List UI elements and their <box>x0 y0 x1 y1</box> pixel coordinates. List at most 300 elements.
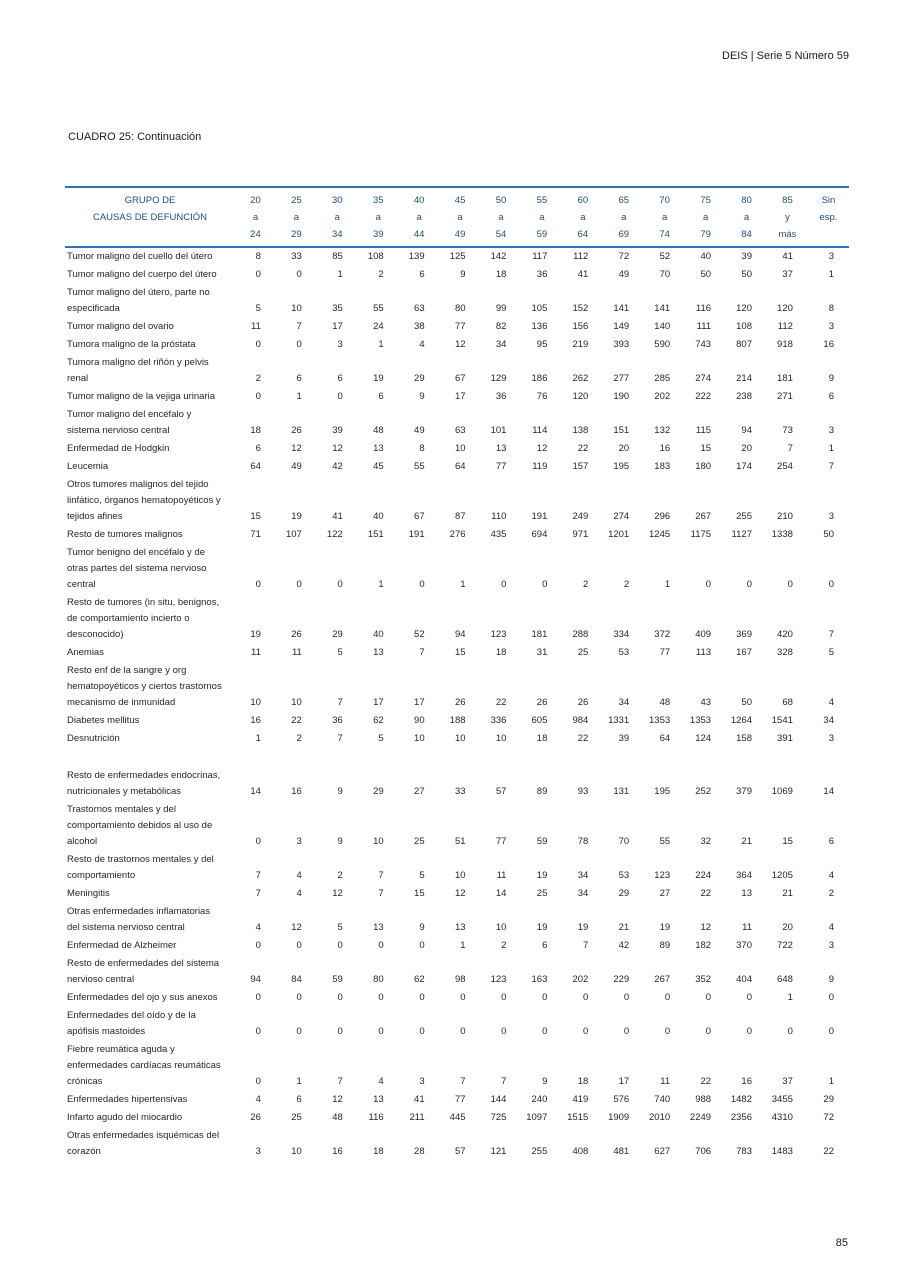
value-cell: 252 <box>695 786 712 797</box>
table-row <box>65 1091 849 1109</box>
value-cell: 267 <box>695 511 712 522</box>
value-cell: 271 <box>777 391 793 402</box>
value-cell: 34 <box>495 339 507 350</box>
value-cell: 0 <box>337 1026 343 1037</box>
value-cell: 274 <box>613 511 630 522</box>
value-cell: 0 <box>460 1026 466 1037</box>
value-cell: 62 <box>373 715 384 726</box>
column-header-line: a <box>334 212 340 223</box>
value-cell: 57 <box>454 1146 466 1157</box>
value-cell: 63 <box>454 425 466 436</box>
value-cell: 41 <box>577 269 589 280</box>
value-cell: 156 <box>572 321 589 332</box>
column-header-age-group <box>685 187 726 247</box>
value-cell: 182 <box>695 940 712 951</box>
value-cell: 22 <box>577 733 589 744</box>
value-cell: 2 <box>501 940 507 951</box>
column-header-line: a <box>293 212 300 223</box>
value-cell: 25 <box>291 1112 302 1123</box>
value-cell: 7 <box>337 733 343 744</box>
value-cell: 22 <box>495 697 507 708</box>
value-cell: 648 <box>777 974 793 985</box>
value-cell: 33 <box>454 786 466 797</box>
value-cell: 8 <box>255 251 261 262</box>
value-cell: 0 <box>296 1026 302 1037</box>
value-cell: 117 <box>532 251 548 262</box>
table-row <box>65 388 849 406</box>
report-header: DEIS | Serie 5 Número 59 <box>722 50 849 62</box>
row-label: Otras enfermedades isquémicas del corazón <box>67 1130 220 1157</box>
value-cell: 0 <box>378 1026 384 1037</box>
column-header-line: y <box>785 212 790 223</box>
value-cell: 10 <box>291 697 302 708</box>
column-header-line: 79 <box>700 229 711 240</box>
value-cell: 39 <box>332 425 343 436</box>
value-cell: 1 <box>378 579 384 590</box>
value-cell: 10 <box>495 922 507 933</box>
column-header-line: 84 <box>741 229 752 240</box>
value-cell: 2249 <box>689 1112 712 1123</box>
value-cell: 13 <box>495 443 507 454</box>
value-cell: 1482 <box>730 1094 752 1105</box>
value-cell: 52 <box>414 629 425 640</box>
value-cell: 1264 <box>730 715 752 726</box>
value-cell: 0 <box>255 579 261 590</box>
value-cell: 0 <box>296 339 302 350</box>
value-cell: 34 <box>577 870 589 881</box>
value-cell: 77 <box>454 321 466 332</box>
column-header-age-group <box>644 187 685 247</box>
column-header-age-group <box>521 187 562 247</box>
column-header-line: 40 <box>413 195 425 206</box>
value-cell: 0 <box>255 1076 261 1087</box>
value-cell: 6 <box>542 940 548 951</box>
value-cell: 49 <box>414 425 425 436</box>
value-cell: 67 <box>454 373 466 384</box>
value-cell: 740 <box>654 1094 671 1105</box>
value-cell: 48 <box>659 697 671 708</box>
value-cell: 409 <box>695 629 712 640</box>
value-cell: 12 <box>332 443 343 454</box>
value-cell: 0 <box>337 391 343 402</box>
value-cell: 391 <box>777 733 793 744</box>
value-cell: 0 <box>705 579 712 590</box>
value-cell: 174 <box>736 461 752 472</box>
value-cell: 85 <box>332 251 343 262</box>
value-cell: 1 <box>296 391 302 402</box>
value-cell: 408 <box>572 1146 589 1157</box>
value-cell: 94 <box>250 974 261 985</box>
column-header-line: Sin <box>821 195 836 206</box>
value-cell: 78 <box>577 836 589 847</box>
table-row <box>65 284 849 318</box>
table-row <box>65 748 849 801</box>
value-cell: 116 <box>368 1112 384 1123</box>
value-cell: 183 <box>654 461 671 472</box>
value-cell: 129 <box>490 373 507 384</box>
value-cell: 4 <box>296 870 302 881</box>
column-header-age-group <box>358 187 399 247</box>
value-cell: 1 <box>337 269 343 280</box>
value-cell: 167 <box>736 647 752 658</box>
row-label: Tumor maligno del cuerpo del útero <box>67 269 217 280</box>
value-cell: 7 <box>583 940 589 951</box>
value-cell: 16 <box>332 1146 343 1157</box>
row-label: Tumora maligno del riñón y pelvis renal <box>67 357 209 384</box>
value-cell: 219 <box>572 339 589 350</box>
value-cell: 694 <box>531 529 548 540</box>
value-cell: 576 <box>613 1094 630 1105</box>
column-header-line: 44 <box>413 229 425 240</box>
value-cell: 151 <box>367 529 384 540</box>
value-cell: 59 <box>332 974 343 985</box>
value-cell: 0 <box>583 992 589 1003</box>
value-cell: 262 <box>572 373 589 384</box>
column-header-line: 24 <box>250 229 261 240</box>
column-header-line: 65 <box>618 195 630 206</box>
value-cell: 158 <box>736 733 752 744</box>
row-label: Meningitis <box>67 888 110 899</box>
value-cell: 112 <box>777 321 793 332</box>
value-cell: 1353 <box>689 715 712 726</box>
value-cell: 19 <box>536 922 548 933</box>
value-cell: 393 <box>613 339 630 350</box>
value-cell: 29 <box>414 373 425 384</box>
value-cell: 27 <box>659 888 671 899</box>
value-cell: 110 <box>491 511 507 522</box>
value-cell: 18 <box>536 733 548 744</box>
column-header-age-group <box>440 187 481 247</box>
value-cell: 807 <box>736 339 752 350</box>
value-cell: 0 <box>255 836 261 847</box>
value-cell: 9 <box>460 269 466 280</box>
value-cell: 42 <box>618 940 630 951</box>
value-cell: 0 <box>378 940 384 951</box>
value-cell: 1127 <box>731 529 752 540</box>
value-cell: 151 <box>613 425 630 436</box>
value-cell: 2 <box>583 579 589 590</box>
value-cell: 84 <box>291 974 302 985</box>
value-cell: 918 <box>777 339 793 350</box>
value-cell: 7 <box>828 629 834 640</box>
value-cell: 19 <box>250 629 261 640</box>
value-cell: 11 <box>251 321 261 332</box>
value-cell: 72 <box>823 1112 834 1123</box>
value-cell: 4 <box>828 922 834 933</box>
value-cell: 18 <box>495 647 507 658</box>
column-header-line: a <box>416 212 422 223</box>
value-cell: 11 <box>496 870 507 881</box>
value-cell: 3 <box>828 321 834 332</box>
value-cell: 27 <box>414 786 425 797</box>
value-cell: 238 <box>736 391 752 402</box>
value-cell: 9 <box>828 373 834 384</box>
column-header-age-group <box>808 187 849 247</box>
value-cell: 0 <box>296 579 302 590</box>
value-cell: 131 <box>613 786 630 797</box>
value-cell: 3 <box>828 940 834 951</box>
table-row <box>65 851 849 885</box>
value-cell: 224 <box>695 870 712 881</box>
value-cell: 0 <box>419 1026 425 1037</box>
value-cell: 77 <box>495 461 507 472</box>
column-header-age-group <box>235 187 276 247</box>
value-cell: 108 <box>736 321 752 332</box>
value-cell: 90 <box>414 715 425 726</box>
value-cell: 12 <box>291 922 302 933</box>
value-cell: 98 <box>454 974 466 985</box>
value-cell: 0 <box>828 992 834 1003</box>
value-cell: 9 <box>828 974 834 985</box>
value-cell: 64 <box>454 461 466 472</box>
value-cell: 181 <box>531 629 548 640</box>
column-header-age-group <box>399 187 440 247</box>
value-cell: 163 <box>531 974 548 985</box>
value-cell: 4 <box>378 1076 384 1087</box>
table-row <box>65 801 849 851</box>
value-cell: 0 <box>501 1026 507 1037</box>
value-cell: 142 <box>490 251 507 262</box>
value-cell: 12 <box>332 888 343 899</box>
value-cell: 0 <box>296 269 302 280</box>
value-cell: 50 <box>823 529 834 540</box>
value-cell: 9 <box>419 922 425 933</box>
value-cell: 10 <box>414 733 425 744</box>
column-header-age-group <box>481 187 522 247</box>
value-cell: 2 <box>378 269 384 280</box>
value-cell: 181 <box>777 373 793 384</box>
value-cell: 15 <box>250 511 261 522</box>
value-cell: 41 <box>414 1094 425 1105</box>
value-cell: 67 <box>414 511 425 522</box>
column-header-line: a <box>498 212 504 223</box>
value-cell: 50 <box>741 269 752 280</box>
value-cell: 52 <box>659 251 671 262</box>
value-cell: 13 <box>454 922 466 933</box>
value-cell: 5 <box>378 733 384 744</box>
table-row <box>65 544 849 594</box>
value-cell: 186 <box>531 373 548 384</box>
value-cell: 1201 <box>608 529 630 540</box>
value-cell: 988 <box>695 1094 712 1105</box>
value-cell: 18 <box>577 1076 589 1087</box>
value-cell: 13 <box>373 922 384 933</box>
value-cell: 55 <box>373 303 384 314</box>
value-cell: 50 <box>741 697 752 708</box>
value-cell: 3455 <box>771 1094 793 1105</box>
column-header-age-group <box>603 187 644 247</box>
value-cell: 255 <box>736 511 752 522</box>
value-cell: 6 <box>337 373 343 384</box>
value-cell: 420 <box>777 629 793 640</box>
value-cell: 6 <box>296 373 302 384</box>
value-cell: 25 <box>414 836 425 847</box>
column-header-line: más <box>778 229 797 240</box>
value-cell: 59 <box>536 836 548 847</box>
value-cell: 13 <box>373 443 384 454</box>
value-cell: 125 <box>449 251 466 262</box>
value-cell: 971 <box>572 529 589 540</box>
value-cell: 70 <box>659 269 671 280</box>
table-row <box>65 354 849 388</box>
value-cell: 105 <box>531 303 548 314</box>
value-cell: 36 <box>495 391 507 402</box>
value-cell: 7 <box>378 888 384 899</box>
value-cell: 87 <box>454 511 466 522</box>
value-cell: 13 <box>741 888 752 899</box>
value-cell: 9 <box>419 391 425 402</box>
value-cell: 139 <box>408 251 425 262</box>
value-cell: 15 <box>454 647 466 658</box>
column-header-line: 69 <box>618 229 630 240</box>
value-cell: 19 <box>536 870 548 881</box>
value-cell: 202 <box>572 974 589 985</box>
value-cell: 352 <box>695 974 712 985</box>
value-cell: 6 <box>378 391 384 402</box>
table-row <box>65 1041 849 1091</box>
column-header-line: a <box>539 212 545 223</box>
table-row <box>65 440 849 458</box>
value-cell: 0 <box>542 992 548 1003</box>
value-cell: 1338 <box>771 529 793 540</box>
value-cell: 277 <box>613 373 630 384</box>
value-cell: 369 <box>736 629 752 640</box>
table-row <box>65 955 849 989</box>
value-cell: 267 <box>654 974 671 985</box>
value-cell: 4 <box>296 888 302 899</box>
column-header-line: 54 <box>495 229 507 240</box>
column-header-line: a <box>743 212 750 223</box>
value-cell: 10 <box>454 870 466 881</box>
value-cell: 1515 <box>567 1112 589 1123</box>
value-cell: 80 <box>454 303 466 314</box>
value-cell: 39 <box>618 733 630 744</box>
value-cell: 334 <box>613 629 630 640</box>
value-cell: 19 <box>373 373 384 384</box>
value-cell: 20 <box>618 443 630 454</box>
value-cell: 2 <box>255 373 261 384</box>
value-cell: 57 <box>495 786 507 797</box>
value-cell: 16 <box>250 715 261 726</box>
value-cell: 10 <box>250 697 261 708</box>
column-header-line: 39 <box>372 229 384 240</box>
value-cell: 26 <box>454 697 466 708</box>
value-cell: 4 <box>255 922 261 933</box>
value-cell: 0 <box>542 579 548 590</box>
value-cell: 115 <box>695 425 712 436</box>
row-label: Anemias <box>67 647 104 658</box>
value-cell: 120 <box>736 303 752 314</box>
value-cell: 1353 <box>649 715 671 726</box>
value-cell: 111 <box>696 321 712 332</box>
table-row <box>65 712 849 730</box>
value-cell: 7 <box>787 443 793 454</box>
row-label: Diabetes mellitus <box>67 715 140 726</box>
row-label: Tumor maligno de la vejiga urinaria <box>67 391 216 402</box>
value-cell: 0 <box>296 992 302 1003</box>
value-cell: 43 <box>700 697 712 708</box>
value-cell: 445 <box>449 1112 466 1123</box>
value-cell: 14 <box>495 888 507 899</box>
table-row <box>65 247 849 266</box>
value-cell: 0 <box>255 391 261 402</box>
value-cell: 14 <box>823 786 834 797</box>
value-cell: 0 <box>419 579 425 590</box>
value-cell: 195 <box>613 461 630 472</box>
value-cell: 3 <box>296 836 302 847</box>
value-cell: 6 <box>828 836 834 847</box>
value-cell: 113 <box>695 647 712 658</box>
value-cell: 249 <box>572 511 589 522</box>
value-cell: 419 <box>572 1094 589 1105</box>
value-cell: 10 <box>454 443 466 454</box>
row-label: Enfermedades del oído y de la apófisis mastoides <box>67 1010 196 1037</box>
value-cell: 18 <box>495 269 507 280</box>
value-cell: 722 <box>777 940 793 951</box>
value-cell: 64 <box>659 733 671 744</box>
value-cell: 4310 <box>771 1112 793 1123</box>
value-cell: 16 <box>823 339 834 350</box>
value-cell: 22 <box>700 1076 712 1087</box>
value-cell: 7 <box>378 870 384 881</box>
value-cell: 12 <box>454 339 466 350</box>
value-cell: 3 <box>419 1076 425 1087</box>
table-row <box>65 885 849 903</box>
value-cell: 0 <box>746 1026 752 1037</box>
value-cell: 11 <box>742 922 752 933</box>
table-row <box>65 1007 849 1041</box>
row-label: Resto de tumores (in situ, benignos, de comportamiento incierto o desconocido) <box>67 597 220 640</box>
value-cell: 21 <box>741 836 752 847</box>
value-cell: 336 <box>490 715 507 726</box>
value-cell: 210 <box>777 511 793 522</box>
value-cell: 53 <box>618 870 630 881</box>
value-cell: 41 <box>332 511 343 522</box>
value-cell: 40 <box>700 251 712 262</box>
column-header-causes <box>65 187 235 247</box>
value-cell: 7 <box>255 870 261 881</box>
value-cell: 101 <box>490 425 507 436</box>
value-cell: 12 <box>700 922 712 933</box>
value-cell: 9 <box>337 786 343 797</box>
value-cell: 1175 <box>690 529 712 540</box>
value-cell: 4 <box>255 1094 261 1105</box>
value-cell: 62 <box>414 974 425 985</box>
value-cell: 94 <box>741 425 752 436</box>
value-cell: 89 <box>659 940 671 951</box>
row-label: Leucemia <box>67 461 109 472</box>
value-cell: 11 <box>660 1076 671 1087</box>
value-cell: 24 <box>373 321 384 332</box>
column-header-causes-line: GRUPO DE <box>124 195 176 206</box>
value-cell: 435 <box>490 529 507 540</box>
value-cell: 0 <box>460 992 466 1003</box>
value-cell: 3 <box>337 339 343 350</box>
column-header-line: a <box>702 212 709 223</box>
value-cell: 1 <box>296 1076 302 1087</box>
value-cell: 229 <box>613 974 630 985</box>
value-cell: 4 <box>828 870 834 881</box>
row-label: Resto enf de la sangre y org hematopoyéticos y ciertos trastornos mecanismo de inmunidad <box>67 665 222 708</box>
value-cell: 12 <box>291 443 302 454</box>
value-cell: 29 <box>618 888 630 899</box>
value-cell: 18 <box>250 425 261 436</box>
value-cell: 8 <box>419 443 425 454</box>
value-cell: 0 <box>705 1026 712 1037</box>
value-cell: 288 <box>572 629 589 640</box>
column-header-line: 64 <box>577 229 589 240</box>
value-cell: 2 <box>296 733 302 744</box>
